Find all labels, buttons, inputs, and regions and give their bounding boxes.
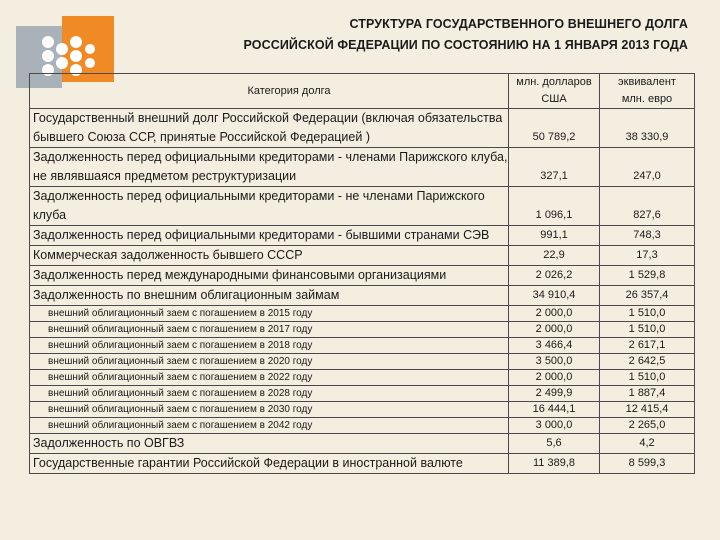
subrow-usd: 2 000,0 (509, 322, 600, 338)
row-eur: 247,0 (600, 148, 695, 187)
table-subrow (30, 370, 695, 386)
row-usd: 327,1 (509, 148, 600, 187)
row-label: Коммерческая задолженность бывшего СССР (30, 246, 509, 266)
subrow-label: внешний облигационный заем с погашением в 2028 году (30, 386, 509, 402)
table-subrow (30, 402, 695, 418)
row-eur: 4,2 (600, 434, 695, 454)
table-row (30, 286, 695, 306)
subrow-eur: 1 510,0 (600, 322, 695, 338)
table-subrow (30, 418, 695, 434)
table-row (30, 187, 695, 226)
subrow-usd: 2 000,0 (509, 306, 600, 322)
subrow-label: внешний облигационный заем с погашением в 2020 году (30, 354, 509, 370)
subrow-label: внешний облигационный заем с погашением в 2042 году (30, 418, 509, 434)
row-usd: 5,6 (509, 434, 600, 454)
subrow-eur: 1 887,4 (600, 386, 695, 402)
subrow-label: внешний облигационный заем с погашением в 2030 году (30, 402, 509, 418)
row-eur: 827,6 (600, 187, 695, 226)
header-eur-line1: эквивалент (618, 76, 676, 88)
subrow-eur: 2 642,5 (600, 354, 695, 370)
subrow-label: внешний облигационный заем с погашением в 2018 году (30, 338, 509, 354)
row-eur: 748,3 (600, 226, 695, 246)
header-category: Категория долга (30, 74, 509, 109)
table-row (30, 226, 695, 246)
subrow-eur: 2 617,1 (600, 338, 695, 354)
row-label: Государственный внешний долг Российской Федерации (включая обязательства бывшего Союза ССР, принятые Российской Федерацией ) (30, 109, 509, 148)
header-eur-line2: млн. евро (621, 93, 673, 105)
row-eur: 1 529,8 (600, 266, 695, 286)
subrow-eur: 1 510,0 (600, 370, 695, 386)
subrow-usd: 2 000,0 (509, 370, 600, 386)
table-subrow (30, 306, 695, 322)
row-eur: 38 330,9 (600, 109, 695, 148)
subrow-label: внешний облигационный заем с погашением в 2017 году (30, 322, 509, 338)
title-line-2: РОССИЙСКОЙ ФЕДЕРАЦИИ ПО СОСТОЯНИЮ НА 1 ЯНВАРЯ 2013 ГОДА (243, 38, 688, 52)
row-label: Задолженность перед официальными кредиторами - членами Парижского клуба, не являвшаяся предметом реструктуризации (30, 148, 509, 187)
subrow-eur: 2 265,0 (600, 418, 695, 434)
table-row (30, 434, 695, 454)
row-label: Задолженность по внешним облигационным займам (30, 286, 509, 306)
row-usd: 1 096,1 (509, 187, 600, 226)
table-subrow (30, 338, 695, 354)
header-eur (600, 74, 695, 109)
table-row (30, 109, 695, 148)
debt-structure-table (29, 73, 695, 474)
table-row (30, 266, 695, 286)
subrow-usd: 3 466,4 (509, 338, 600, 354)
row-label: Задолженность по ОВГВЗ (30, 434, 509, 454)
header-usd-line1: млн. долларов (516, 76, 592, 88)
row-label: Задолженность перед международными финансовыми организациями (30, 266, 509, 286)
table-row (30, 148, 695, 187)
row-usd: 34 910,4 (509, 286, 600, 306)
table-header-row (30, 74, 695, 109)
title-line-1: СТРУКТУРА ГОСУДАРСТВЕННОГО ВНЕШНЕГО ДОЛГА (349, 17, 688, 31)
subrow-usd: 3 500,0 (509, 354, 600, 370)
row-usd: 50 789,2 (509, 109, 600, 148)
row-usd: 11 389,8 (509, 454, 600, 474)
subrow-usd: 2 499,9 (509, 386, 600, 402)
page-title (110, 14, 688, 56)
table-subrow (30, 354, 695, 370)
header-usd (509, 74, 600, 109)
subrow-label: внешний облигационный заем с погашением в 2015 году (30, 306, 509, 322)
row-usd: 991,1 (509, 226, 600, 246)
table-subrow (30, 322, 695, 338)
subrow-eur: 1 510,0 (600, 306, 695, 322)
table-row (30, 454, 695, 474)
row-label: Задолженность перед официальными кредиторами - бывшими странами СЭВ (30, 226, 509, 246)
row-eur: 8 599,3 (600, 454, 695, 474)
subrow-usd: 16 444,1 (509, 402, 600, 418)
row-eur: 26 357,4 (600, 286, 695, 306)
header-usd-line2: США (541, 93, 567, 105)
row-label: Государственные гарантии Российской Федерации в иностранной валюте (30, 454, 509, 474)
row-usd: 22,9 (509, 246, 600, 266)
row-usd: 2 026,2 (509, 266, 600, 286)
table-subrow (30, 386, 695, 402)
row-label: Задолженность перед официальными кредиторами - не членами Парижского клуба (30, 187, 509, 226)
subrow-eur: 12 415,4 (600, 402, 695, 418)
table-row (30, 246, 695, 266)
row-eur: 17,3 (600, 246, 695, 266)
subrow-usd: 3 000,0 (509, 418, 600, 434)
subrow-label: внешний облигационный заем с погашением в 2022 году (30, 370, 509, 386)
